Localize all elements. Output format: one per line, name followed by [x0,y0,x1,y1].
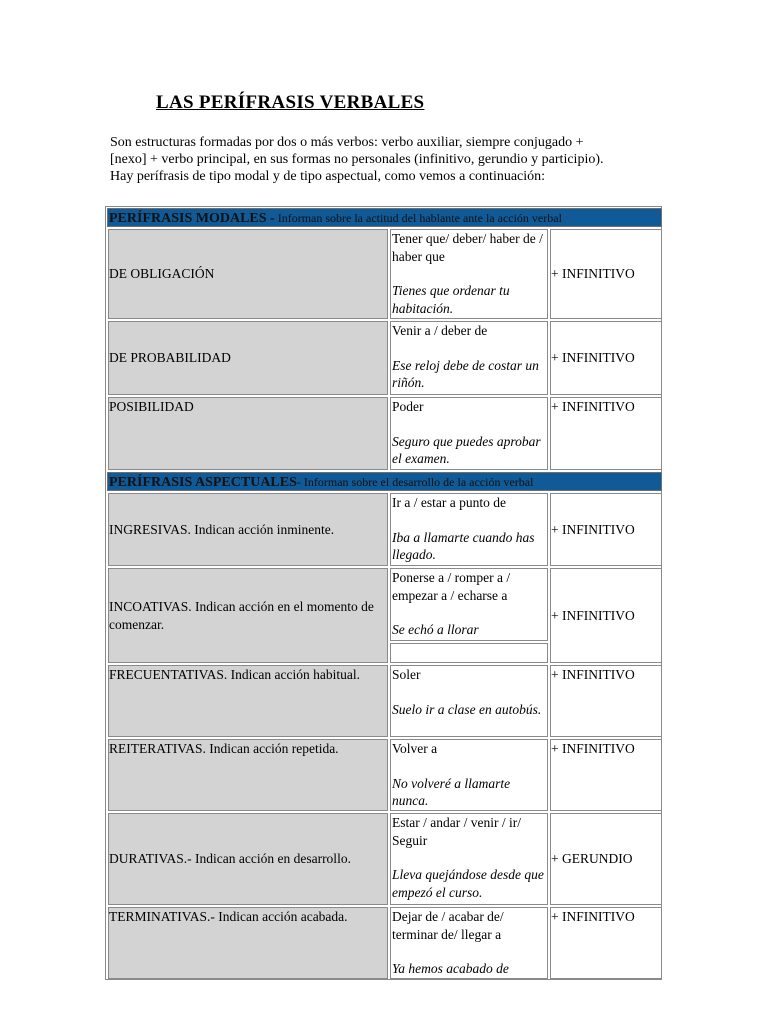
verb-form: + INFINITIVO [551,607,635,623]
periphrasis-type: DE PROBABILIDAD [109,350,231,366]
intro-line: Son estructuras formadas por dos o más verbos: verbo auxiliar, siempre conjugado + [110,135,584,150]
table-row-type-cell [108,739,388,811]
table-row-verbs-cell [390,493,548,566]
verb-form: + INFINITIVO [551,741,635,756]
table-row-type-cell [108,493,388,566]
auxiliary-verbs: Dejar de / acabar de/ terminar de/ llegar a [392,909,504,942]
table-row-type-cell [108,397,388,470]
table-row-type-cell [108,665,388,737]
intro-line: [nexo] + verbo principal, en sus formas no personales (infinitivo, gerundio y participio). [110,152,604,167]
verb-form: + GERUNDIO [551,851,633,867]
table-row-verbs-cell [390,665,548,737]
verb-form: + INFINITIVO [551,667,635,682]
example-sentence: Ya hemos acabado de [392,961,509,976]
example-sentence: Se echó a llorar [392,622,479,637]
section-heading: PERÍFRASIS ASPECTUALES [109,475,297,490]
table-row-verbs-cell [390,907,548,979]
periphrasis-type: REITERATIVAS. Indican acción repetida. [109,741,339,756]
table-row-form-cell [550,493,662,566]
table-row-verbs-cell [390,397,548,470]
periphrasis-type: DURATIVAS.- Indican acción en desarrollo. [109,851,351,867]
example-sentence: Ese reloj debe de costar un riñón. [392,357,539,390]
intro-line: Hay perífrasis de tipo modal y de tipo aspectual, como vemos a continuación: [110,169,546,184]
table-row-form-cell [550,397,662,470]
table-row-verbs-cell [390,568,548,641]
periphrasis-table [105,206,662,980]
section-description: - Informan sobre el desarrollo de la acción verbal [296,475,534,489]
table-row-form-cell [550,907,662,979]
example-sentence: Tienes que ordenar tu habitación. [392,283,510,316]
table-row-type-cell [108,321,388,395]
table-row-form-cell [550,229,662,319]
empty-cell [390,643,548,663]
example-sentence: Iba a llamarte cuando has llegado. [392,529,535,562]
verb-form: + INFINITIVO [551,350,635,366]
table-row-type-cell [108,568,388,663]
verb-form: + INFINITIVO [551,266,635,282]
auxiliary-verbs: Soler [392,667,421,682]
table-row-form-cell [550,739,662,811]
table-row-verbs-cell [390,229,548,319]
example-sentence: Seguro que puedes aprobar el examen. [392,433,541,466]
page-title: LAS PERÍFRASIS VERBALES [156,92,425,113]
periphrasis-type: TERMINATIVAS.- Indican acción acabada. [109,909,348,924]
auxiliary-verbs: Tener que/ deber/ haber de / haber que [392,231,543,264]
periphrasis-type: DE OBLIGACIÓN [109,266,215,282]
periphrasis-type: FRECUENTATIVAS. Indican acción habitual. [109,667,361,682]
table-row-form-cell [550,321,662,395]
table-row-verbs-cell [390,813,548,905]
table-row-type-cell [108,907,388,979]
intro-paragraph [110,134,670,185]
section-description: Informan sobre la actitud del hablante ante la acción verbal [274,211,562,225]
section-heading: PERÍFRASIS MODALES - [109,211,275,226]
example-sentence: Lleva quejándose desde que empezó el curso. [392,867,544,900]
section-header-modales [107,208,662,227]
periphrasis-type: POSIBILIDAD [109,399,194,414]
example-sentence: Suelo ir a clase en autobús. [392,701,542,717]
example-sentence: No volveré a llamarte nunca. [392,775,511,808]
auxiliary-verbs: Ponerse a / romper a / empezar a / echarse a [392,570,511,603]
table-row-type-cell [108,813,388,905]
verb-form: + INFINITIVO [551,909,635,924]
periphrasis-type: INGRESIVAS. Indican acción inminente. [109,521,335,537]
verb-form: + INFINITIVO [551,521,635,537]
table-row-form-cell [550,568,662,663]
auxiliary-verbs: Volver a [392,741,438,756]
periphrasis-type: INCOATIVAS. Indican acción en el momento de comenzar. [109,599,374,632]
section-header-aspectuales [107,472,662,491]
table-row-verbs-cell [390,739,548,811]
table-row-form-cell [550,665,662,737]
auxiliary-verbs: Venir a / deber de [392,323,488,338]
table-row-verbs-cell [390,321,548,395]
auxiliary-verbs: Ir a / estar a punto de [392,495,506,510]
auxiliary-verbs: Estar / andar / venir / ir/ Seguir [392,815,521,848]
table-row-form-cell [550,813,662,905]
auxiliary-verbs: Poder [392,399,424,414]
table-row-type-cell [108,229,388,319]
verb-form: + INFINITIVO [551,399,635,414]
